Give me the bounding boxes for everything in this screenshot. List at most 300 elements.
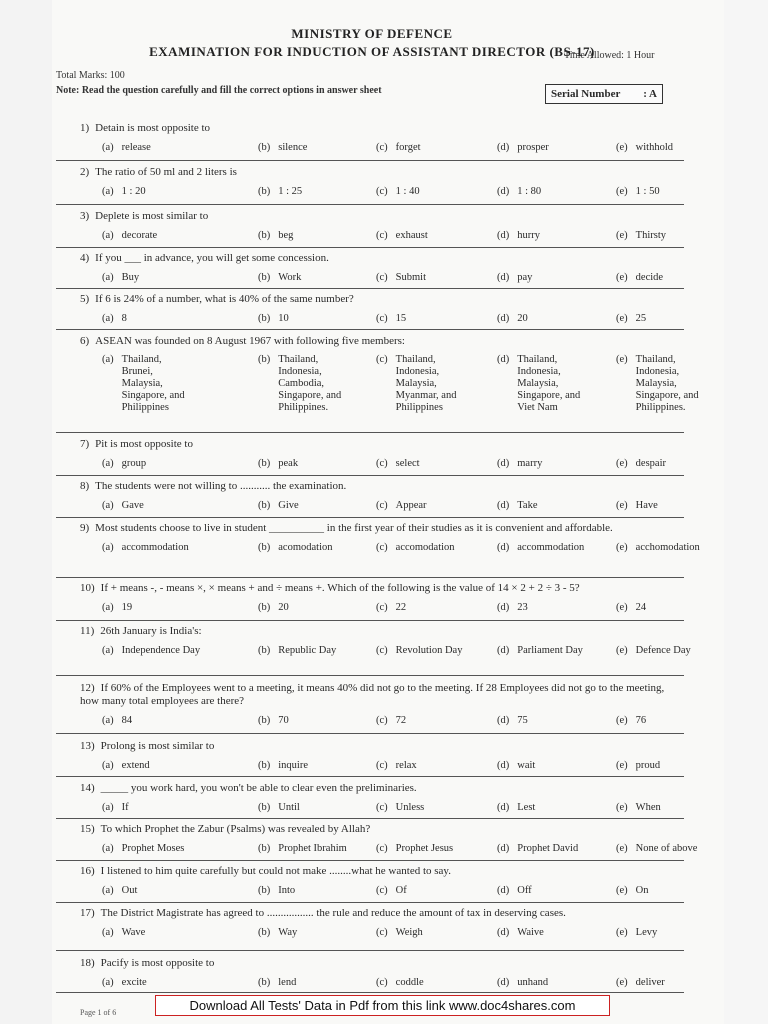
answer-option[interactable] [616,759,660,772]
time-allowed: Time Allowed: 1 Hour [564,50,655,61]
answer-option[interactable] [258,644,336,657]
option-key: (d) [497,458,510,469]
option-key: (e) [616,354,628,365]
answer-option[interactable] [497,312,528,325]
option-text: 15 [395,313,407,324]
answer-option[interactable] [616,926,657,939]
question-stem: 26th January is India's: [100,625,202,637]
exam-heading: EXAMINATION FOR INDUCTION OF ASSISTANT DIRECTOR (BS-17) [149,44,595,59]
option-text: Gave [121,500,144,511]
answer-option[interactable] [616,801,661,814]
answer-option[interactable] [102,271,139,284]
option-key: (b) [258,272,271,283]
answer-option[interactable] [497,354,589,414]
question-divider [56,517,684,518]
option-text: decide [635,272,664,283]
option-row [80,601,680,615]
option-text: Appear [395,500,427,511]
option-text: Weigh [395,927,423,938]
option-text: relax [395,760,417,771]
option-key: (b) [258,715,271,726]
option-text: accomodation [395,542,455,553]
option-key: (a) [102,715,114,726]
answer-option[interactable] [497,714,528,727]
question-number: 11) [80,625,95,637]
answer-option[interactable] [102,499,144,512]
option-key: (b) [258,458,271,469]
question-text [80,335,680,348]
answer-option[interactable] [258,312,289,325]
answer-option[interactable] [376,499,427,512]
option-row [80,185,680,199]
option-row [80,801,680,815]
answer-option[interactable] [258,141,307,154]
option-text: Of [395,885,407,896]
question-divider [56,288,684,289]
answer-option[interactable] [258,271,301,284]
answer-option[interactable] [376,842,453,855]
question-number: 9) [80,522,90,534]
option-key: (b) [258,977,271,988]
option-text: Until [278,802,300,813]
answer-option[interactable] [616,541,700,554]
option-key: (a) [102,977,114,988]
option-text: On [635,885,649,896]
answer-option[interactable] [616,457,666,470]
question-divider [56,475,684,476]
option-text: Prophet Ibrahim [278,843,347,854]
option-text: marry [517,458,543,469]
answer-option[interactable] [258,801,300,814]
option-key: (c) [376,645,388,656]
option-key: (c) [376,927,388,938]
option-row [80,759,680,773]
answer-option[interactable] [102,601,132,614]
question-stem: I listened to him quite carefully but could not make ........what he wanted to say. [100,865,451,877]
option-key: (a) [102,645,114,656]
question-divider [56,160,684,161]
option-key: (d) [497,186,510,197]
option-row [80,976,680,990]
answer-option[interactable] [102,884,137,897]
option-key: (d) [497,602,510,613]
answer-option[interactable] [616,644,691,657]
download-link-banner[interactable]: Download All Tests' Data in Pdf from this link www.doc4shares.com [155,995,610,1016]
answer-option[interactable] [102,926,145,939]
answer-option[interactable] [376,312,406,325]
option-text: hurry [517,230,540,241]
total-marks: Total Marks: 100 [56,70,125,81]
answer-option[interactable] [616,312,646,325]
option-text: Revolution Day [395,645,463,656]
question-number: 6) [80,335,90,347]
answer-option[interactable] [497,884,532,897]
option-text: Wave [121,927,146,938]
question-stem: If 60% of the Employees went to a meeting, it means 40% did not go to the meeting. If 28 Employees did not go to the meeting, how many total employees are there? [80,682,665,707]
option-text: 84 [121,715,133,726]
question-stem: Pacify is most opposite to [100,957,215,969]
answer-option[interactable] [376,926,423,939]
option-text: Thailand, Indonesia, Malaysia, Singapore, and Viet Nam [517,354,581,413]
answer-option[interactable] [497,801,535,814]
option-text: 24 [635,602,647,613]
answer-option[interactable] [376,141,421,154]
question-divider [56,432,684,433]
answer-option[interactable] [497,457,542,470]
question-divider [56,204,684,205]
answer-option[interactable] [258,759,308,772]
option-key: (e) [616,272,628,283]
option-key: (a) [102,458,114,469]
question-number: 14) [80,782,95,794]
option-text: acchomodation [635,542,700,553]
option-text: Defence Day [635,645,691,656]
option-text: deliver [635,977,665,988]
question-text [80,625,680,638]
option-key: (b) [258,760,271,771]
option-row [80,842,698,856]
answer-option[interactable] [616,601,646,614]
option-key: (a) [102,802,114,813]
answer-option[interactable] [497,185,541,198]
option-key: (b) [258,885,271,896]
answer-option[interactable] [616,842,697,855]
option-key: (b) [258,602,271,613]
question-divider [56,950,684,951]
option-text: Work [278,272,302,283]
option-key: (d) [497,645,510,656]
answer-option[interactable] [616,229,666,242]
option-key: (a) [102,230,114,241]
option-text: excite [121,977,147,988]
option-row [80,312,680,326]
option-key: (b) [258,186,271,197]
question-item [80,438,680,471]
option-key: (e) [616,186,628,197]
option-key: (a) [102,142,114,153]
answer-option[interactable] [497,926,544,939]
option-key: (d) [497,760,510,771]
option-text: group [121,458,147,469]
option-text: Submit [395,272,426,283]
answer-option[interactable] [497,644,583,657]
option-key: (b) [258,230,271,241]
option-key: (e) [616,977,628,988]
question-divider [56,620,684,621]
option-key: (c) [376,313,388,324]
option-text: Thailand, Brunei, Malaysia, Singapore, and Philippines [121,354,185,413]
answer-option[interactable] [376,457,420,470]
option-row [80,714,680,728]
option-key: (c) [376,715,388,726]
answer-option[interactable] [102,842,184,855]
question-divider [56,329,684,330]
option-row [80,541,700,555]
answer-option[interactable] [376,884,407,897]
option-text: despair [635,458,666,469]
answer-option[interactable] [376,801,424,814]
option-text: Republic Day [278,645,337,656]
question-item [80,293,680,326]
option-text: beg [278,230,294,241]
option-text: Parliament Day [517,645,583,656]
question-number: 17) [80,907,95,919]
option-text: coddle [395,977,424,988]
question-number: 16) [80,865,95,877]
option-text: release [121,142,151,153]
option-key: (c) [376,354,388,365]
answer-option[interactable] [258,976,296,989]
option-key: (c) [376,500,388,511]
option-key: (b) [258,645,271,656]
question-divider [56,776,684,777]
answer-option[interactable] [258,185,302,198]
answer-option[interactable] [376,976,424,989]
option-key: (e) [616,843,628,854]
answer-option[interactable] [497,229,540,242]
answer-option[interactable] [376,644,462,657]
question-number: 4) [80,252,90,264]
answer-option[interactable] [616,185,660,198]
question-item [80,625,691,658]
question-number: 15) [80,823,95,835]
option-text: When [635,802,661,813]
answer-option[interactable] [102,185,146,198]
option-key: (c) [376,602,388,613]
option-key: (d) [497,272,510,283]
answer-option[interactable] [258,229,293,242]
answer-option[interactable] [102,312,127,325]
option-key: (c) [376,230,388,241]
option-text: Take [517,500,538,511]
option-text: pay [517,272,533,283]
answer-option[interactable] [102,141,151,154]
option-key: (e) [616,458,628,469]
answer-option[interactable] [102,229,157,242]
option-text: Independence Day [121,645,201,656]
option-text: Lest [517,802,536,813]
answer-option[interactable] [258,926,297,939]
option-text: Thailand, Indonesia, Malaysia, Myanmar, and Philippines [395,354,457,413]
option-text: 1 : 80 [517,186,542,197]
question-text [80,907,680,920]
option-key: (b) [258,542,271,553]
option-text: Levy [635,927,658,938]
ministry-heading: MINISTRY OF DEFENCE [291,26,453,41]
option-row [80,499,680,513]
answer-option[interactable] [258,842,347,855]
option-key: (b) [258,354,271,365]
question-text [80,210,680,223]
question-stem: Deplete is most similar to [95,210,209,222]
answer-option[interactable] [376,185,420,198]
answer-option[interactable] [376,354,468,414]
option-text: If [121,802,129,813]
option-text: proud [635,760,661,771]
question-divider [56,992,684,993]
answer-option[interactable] [497,499,538,512]
option-text: exhaust [395,230,428,241]
option-text: accommodation [121,542,189,553]
page-number: Page 1 of 6 [80,1008,117,1017]
answer-option[interactable] [376,714,406,727]
answer-option[interactable] [102,457,146,470]
question-stem: To which Prophet the Zabur (Psalms) was revealed by Allah? [100,823,371,835]
option-key: (a) [102,272,114,283]
option-key: (e) [616,542,628,553]
answer-option[interactable] [258,354,350,414]
answer-option[interactable] [616,714,646,727]
option-key: (e) [616,645,628,656]
answer-option[interactable] [258,884,295,897]
answer-option[interactable] [497,541,584,554]
option-key: (d) [497,802,510,813]
option-text: 8 [121,313,127,324]
question-item [80,907,680,940]
question-divider [56,818,684,819]
question-text [80,823,680,836]
question-number: 7) [80,438,90,450]
answer-option[interactable] [616,271,663,284]
option-text: 75 [517,715,528,726]
question-text [80,293,680,306]
question-divider [56,860,684,861]
answer-option[interactable] [616,354,708,414]
answer-option[interactable] [102,354,194,414]
option-text: 70 [278,715,289,726]
option-key: (e) [616,760,628,771]
question-item [80,782,680,815]
answer-option[interactable] [258,499,299,512]
option-key: (a) [102,885,114,896]
answer-option[interactable] [258,541,332,554]
answer-option[interactable] [102,714,132,727]
question-stem: The students were not willing to ........... the examination. [95,480,347,492]
option-text: 1 : 50 [635,186,660,197]
option-text: extend [121,760,150,771]
question-number: 10) [80,582,95,594]
answer-option[interactable] [497,271,532,284]
option-key: (c) [376,977,388,988]
question-stem: The ratio of 50 ml and 2 liters is [95,166,237,178]
option-text: 22 [395,602,407,613]
option-key: (d) [497,354,510,365]
question-stem: If + means -, - means ×, × means + and ÷ means +. Which of the following is the value of 14 × 2 + 2 ÷ 3 - 5? [100,582,580,594]
option-text: 1 : 20 [121,186,146,197]
question-text [80,865,680,878]
option-key: (c) [376,802,388,813]
option-key: (c) [376,843,388,854]
option-key: (e) [616,715,628,726]
answer-option[interactable] [497,976,548,989]
option-key: (d) [497,927,510,938]
option-key: (e) [616,500,628,511]
answer-option[interactable] [376,541,455,554]
option-text: Off [517,885,532,896]
option-text: Have [635,500,658,511]
question-text [80,957,680,970]
option-text: Thirsty [635,230,666,241]
option-text: Thailand, Indonesia, Malaysia, Singapore, and Philippines. [635,354,699,413]
option-row [80,457,680,471]
serial-number-box [545,84,663,104]
option-key: (a) [102,602,114,613]
option-text: prosper [517,142,549,153]
option-text: 10 [278,313,289,324]
question-text [80,122,680,135]
answer-option[interactable] [258,601,289,614]
question-stem: Prolong is most similar to [100,740,215,752]
question-item [80,335,699,424]
scan-left-margin [0,0,52,1024]
option-text: forget [395,142,421,153]
option-text: 23 [517,602,528,613]
question-number: 3) [80,210,90,222]
answer-option[interactable] [616,976,665,989]
answer-option[interactable] [102,801,129,814]
option-key: (d) [497,843,510,854]
question-text [80,782,680,795]
answer-option[interactable] [616,884,649,897]
question-text [80,438,680,451]
option-key: (a) [102,542,114,553]
answer-option[interactable] [102,759,150,772]
option-text: Prophet David [517,843,579,854]
answer-option[interactable] [102,976,147,989]
option-text: accommodation [517,542,585,553]
option-key: (b) [258,313,271,324]
answer-option[interactable] [497,601,528,614]
answer-option[interactable] [258,714,289,727]
answer-option[interactable] [376,759,417,772]
option-text: 1 : 40 [395,186,420,197]
answer-option[interactable] [497,759,535,772]
option-row [80,354,699,424]
answer-option[interactable] [102,541,189,554]
answer-option[interactable] [616,499,658,512]
option-key: (a) [102,927,114,938]
answer-option[interactable] [102,644,200,657]
question-item [80,480,680,513]
question-number: 1) [80,122,90,134]
answer-option[interactable] [497,842,578,855]
option-key: (c) [376,186,388,197]
option-text: 72 [395,715,407,726]
question-number: 2) [80,166,90,178]
option-key: (b) [258,843,271,854]
answer-option[interactable] [616,141,673,154]
option-text: wait [517,760,536,771]
question-text [80,480,680,493]
answer-option[interactable] [497,141,549,154]
question-item [80,252,680,285]
question-item [80,582,680,615]
option-text: Into [278,885,296,896]
option-key: (a) [102,186,114,197]
option-key: (c) [376,542,388,553]
option-key: (d) [497,500,510,511]
answer-option[interactable] [258,457,298,470]
option-text: Prophet Jesus [395,843,454,854]
answer-option[interactable] [376,601,406,614]
option-text: 25 [635,313,647,324]
option-text: inquire [278,760,308,771]
answer-option[interactable] [376,229,428,242]
answer-option[interactable] [376,271,426,284]
question-stem: _____ you work hard, you won't be able to clear even the preliminaries. [100,782,417,794]
option-key: (c) [376,458,388,469]
question-divider [56,733,684,734]
